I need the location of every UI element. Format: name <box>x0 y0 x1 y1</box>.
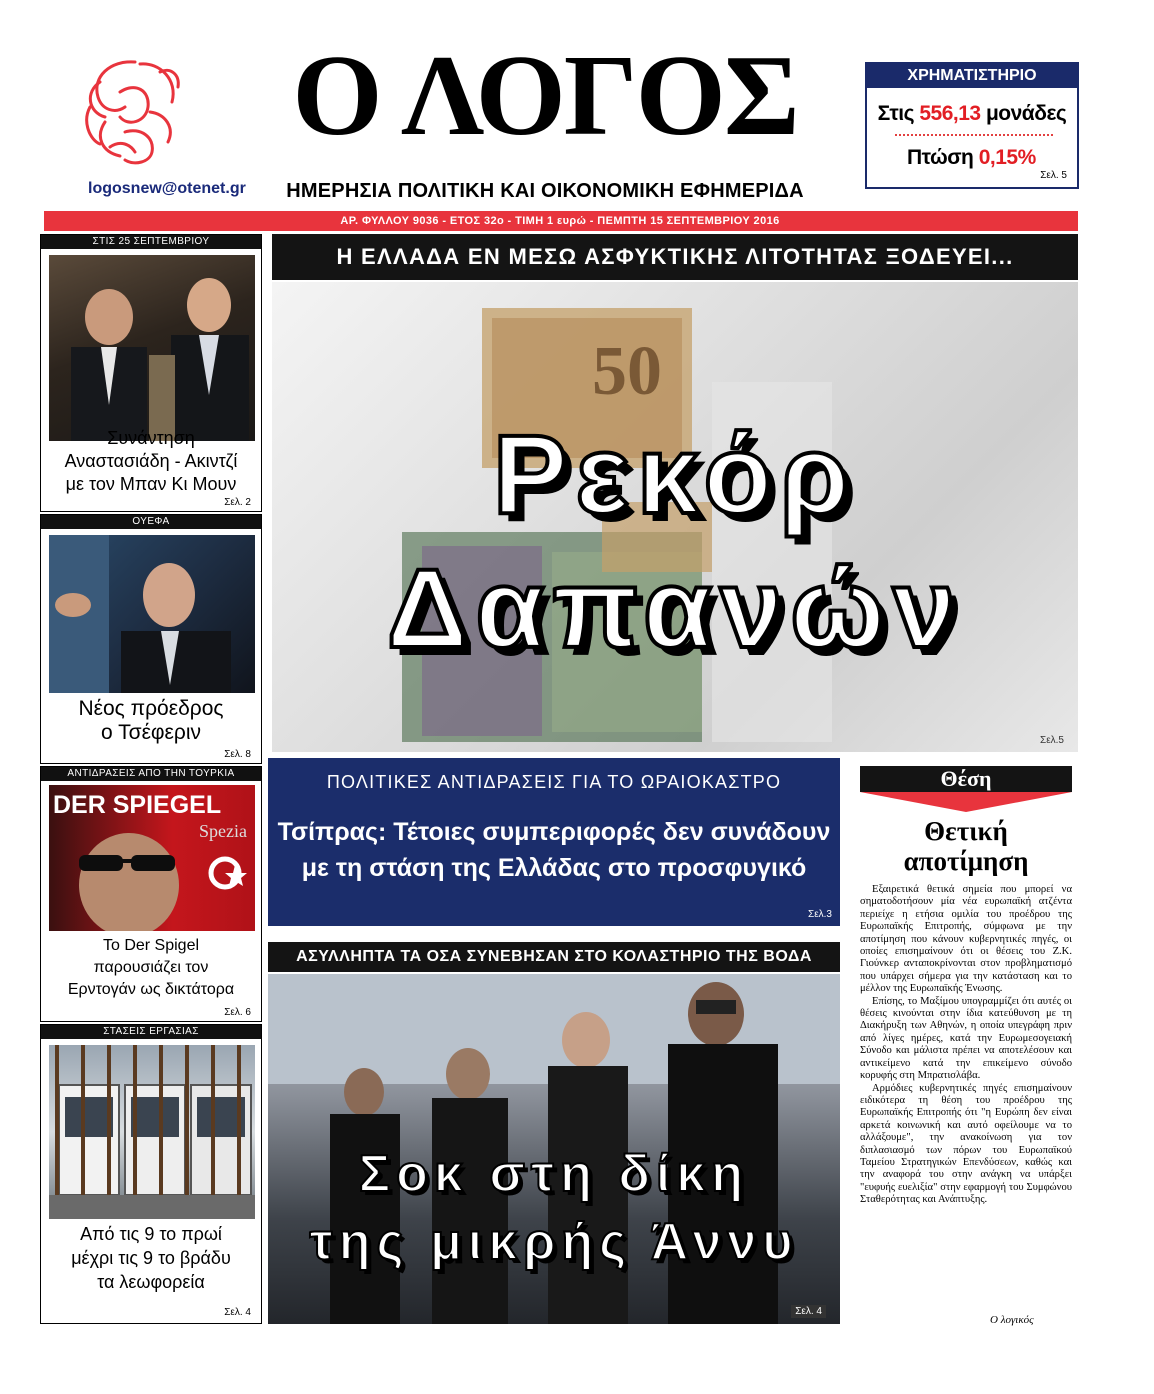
page-ref: Σελ. 2 <box>224 497 251 508</box>
sidebar-story-4[interactable] <box>40 1024 262 1324</box>
sidebar-story-3[interactable] <box>40 766 262 1022</box>
opinion-paragraph: Αρμόδιες κυβερνητικές πηγές επισημαίνουν ειδικότερα τη θέση του προέδρου της Ευρωπαϊκής Επιτροπής ότι "η Ευρώπη δεν είναι αρκετά κοινωνική και αυτό οφείλουμε να το αλλάξουμε", την ανακοίνωση για τον διπλασιασμό των πόρων του Ευρωπαϊκού Ταμείου Στρατηγικών Επενδύσεων, καθώς και την αναφορά του στην ανάγκη να υπάρξει "ευφυής ευελιξία" στην εφαρμογή του Συμφώνου Σταθερότητας και Ανάπτυξης. <box>860 1082 1072 1206</box>
banknote-value: 50 <box>592 333 662 410</box>
stock-header: ΧΡΗΜΑΤΙΣΤΗΡΙΟ <box>867 64 1077 88</box>
page-ref: Σελ. 8 <box>224 749 251 760</box>
opinion-headline-line: αποτίμηση <box>903 846 1029 876</box>
story-caption-line: ο Τσέφεριν <box>100 721 202 744</box>
stock-points-value: 556,13 <box>919 102 981 125</box>
story-caption-line: Νέος πρόεδρος <box>78 697 224 720</box>
issue-line: ΑΡ. ΦΥΛΛΟΥ 9036 - ΕΤΟΣ 32ο - ΤΙΜΗ 1 ευρώ - ΠΕΜΠΤΗ 15 ΣΕΠΤΕΜΒΡΙΟΥ 2016 <box>340 215 780 227</box>
third-headline-line: της μικρής Άννυ <box>309 1213 799 1271</box>
sidebar-label: ΑΝΤΙΔΡΑΣΕΙΣ ΑΠΟ ΤΗΝ ΤΟΥΡΚΙΑ <box>41 767 261 781</box>
email-address: logosnew@otenet.gr <box>88 180 246 197</box>
stock-change-value: 0,15% <box>978 146 1036 169</box>
stock-divider <box>895 134 1053 136</box>
magazine-subtitle: Spezia <box>199 821 247 841</box>
page-ref: Σελ.5 <box>1040 735 1064 746</box>
stock-box <box>865 62 1079 189</box>
page-ref: Σελ.3 <box>808 909 832 920</box>
story-caption-line: Ερντογάν ως δικτάτορα <box>67 981 235 998</box>
story-photo <box>49 1045 255 1219</box>
story-caption-line: Το Der Spigel <box>102 937 200 954</box>
sidebar-label: ΣΤΑΣΕΙΣ ΕΡΓΑΣΙΑΣ <box>41 1025 261 1039</box>
magazine-cover <box>49 785 255 931</box>
story-caption-line: με τον Μπαν Κι Μουν <box>65 474 237 494</box>
lead-kicker-strip: Η ΕΛΛΑΔΑ ΕΝ ΜΕΣΩ ΑΣΦΥΚΤΙΚΗΣ ΛΙΤΟΤΗΤΑΣ ΞΟΔΕΥΕΙ... <box>272 234 1078 280</box>
story-photo <box>49 255 255 441</box>
story-caption-line: μέχρι τις 9 το βράδυ <box>71 1248 231 1268</box>
third-headline-line: Σοκ στη δίκη <box>358 1145 750 1203</box>
newspaper-title: Ο ΛΟΓΟΣ <box>292 32 798 160</box>
opinion-body <box>860 884 1072 1207</box>
opinion-signature: Ο λογικός <box>990 1314 1034 1326</box>
sidebar-story-1[interactable] <box>40 234 262 512</box>
magazine-title: DER SPIEGEL <box>53 791 222 819</box>
story-caption-line: παρουσιάζει τον <box>93 959 209 976</box>
page-ref: Σελ. 4 <box>791 1305 826 1318</box>
second-kicker: ΠΟΛΙΤΙΚΕΣ ΑΝΤΙΔΡΑΣΕΙΣ ΓΙΑ ΤΟ ΩΡΑΙΟΚΑΣΤΡΟ <box>326 772 782 792</box>
second-headline-line: Τσίπρας: Τέτοιες συμπεριφορές δεν συνάδουν <box>277 818 831 846</box>
story-caption-line: τα λεωφορεία <box>97 1272 205 1292</box>
story-caption-line: Συνάντηση <box>107 428 195 448</box>
page-ref: Σελ. 4 <box>224 1307 251 1318</box>
stock-line-points: Στις 556,13 μονάδες <box>877 102 1067 125</box>
stock-line-change: Πτώση 0,15% <box>907 146 1036 169</box>
lead-story[interactable] <box>272 282 1078 752</box>
lead-headline-line: Ρεκόρ <box>492 412 858 537</box>
story-caption-line: Από τις 9 το πρωί <box>80 1224 222 1244</box>
story-caption-line: Αναστασιάδη - Ακιντζί <box>64 451 238 471</box>
sidebar-story-2[interactable] <box>40 514 262 764</box>
newspaper-subtitle: ΗΜΕΡΗΣΙΑ ΠΟΛΙΤΙΚΗ ΚΑΙ ΟΙΚΟΝΟΜΙΚΗ ΕΦΗΜΕΡΙΔΑ <box>286 180 804 202</box>
third-story[interactable] <box>268 974 840 1324</box>
opinion-tag: Θέση <box>860 766 1072 792</box>
sidebar-label: ΣΤΙΣ 25 ΣΕΠΤΕΜΒΡΙΟΥ <box>41 235 261 249</box>
page-ref: Σελ. 6 <box>224 1007 251 1018</box>
second-headline-line: με τη στάση της Ελλάδας στο προσφυγικό <box>301 854 807 882</box>
opinion-headline <box>860 816 1072 876</box>
opinion-paragraph: Εξαιρετικά θετικά σημεία που μπορεί να σηματοδοτήσουν μία νέα ευρωπαϊκή ατζέντα περιείχε η ετήσια ομιλία του προέδρου της Ευρωπαϊκής Επιτροπής, σύμφωνα με την αποτίμηση που κάνουν κυβερνητικές πηγές, οι οποίες επισημαίνουν ότι οι θέσεις του Ζ.Κ. Γιούνκερ ανταποκρίνονται στον προβληματισμό που υπάρχει σήμερα για την κατάσταση και το μέλλον της Ευρωπαϊκής Ένωσης. <box>860 884 1072 995</box>
stock-page-ref: Σελ. 5 <box>1040 170 1067 181</box>
third-kicker-strip: ΑΣΥΛΛΗΠΤΑ ΤΑ ΟΣΑ ΣΥΝΕΒΗΣΑΝ ΣΤΟ ΚΟΛΑΣΤΗΡΙΟ ΤΗΣ ΒΟΔΑ <box>268 942 840 972</box>
logo-art <box>80 52 190 170</box>
second-headline <box>268 814 840 886</box>
story-photo <box>49 535 255 693</box>
opinion-tag-pointer <box>860 792 1072 812</box>
lead-headline-line: Δαπανών <box>386 546 964 671</box>
sidebar-label: ΟΥΕΦΑ <box>41 515 261 529</box>
second-story[interactable] <box>268 758 840 926</box>
opinion-paragraph: Επίσης, το Μαξίμου υπογραμμίζει ότι αυτές οι θέσεις κινούνται στην ίδια κατεύθυνση με τη Διακήρυξη των Αθηνών, η οποία υπεγράφη πριν από λίγες ημέρες, κατά την Ευρωμεσογειακή Σύνοδο και μάλιστα πρέπει να αποτελέσουν και αντικείμενο κατά την επικείμενο σύνοδο κορυφής στη Μπρατισλάβα. <box>860 995 1072 1082</box>
opinion-headline-line: Θετική <box>924 816 1008 846</box>
